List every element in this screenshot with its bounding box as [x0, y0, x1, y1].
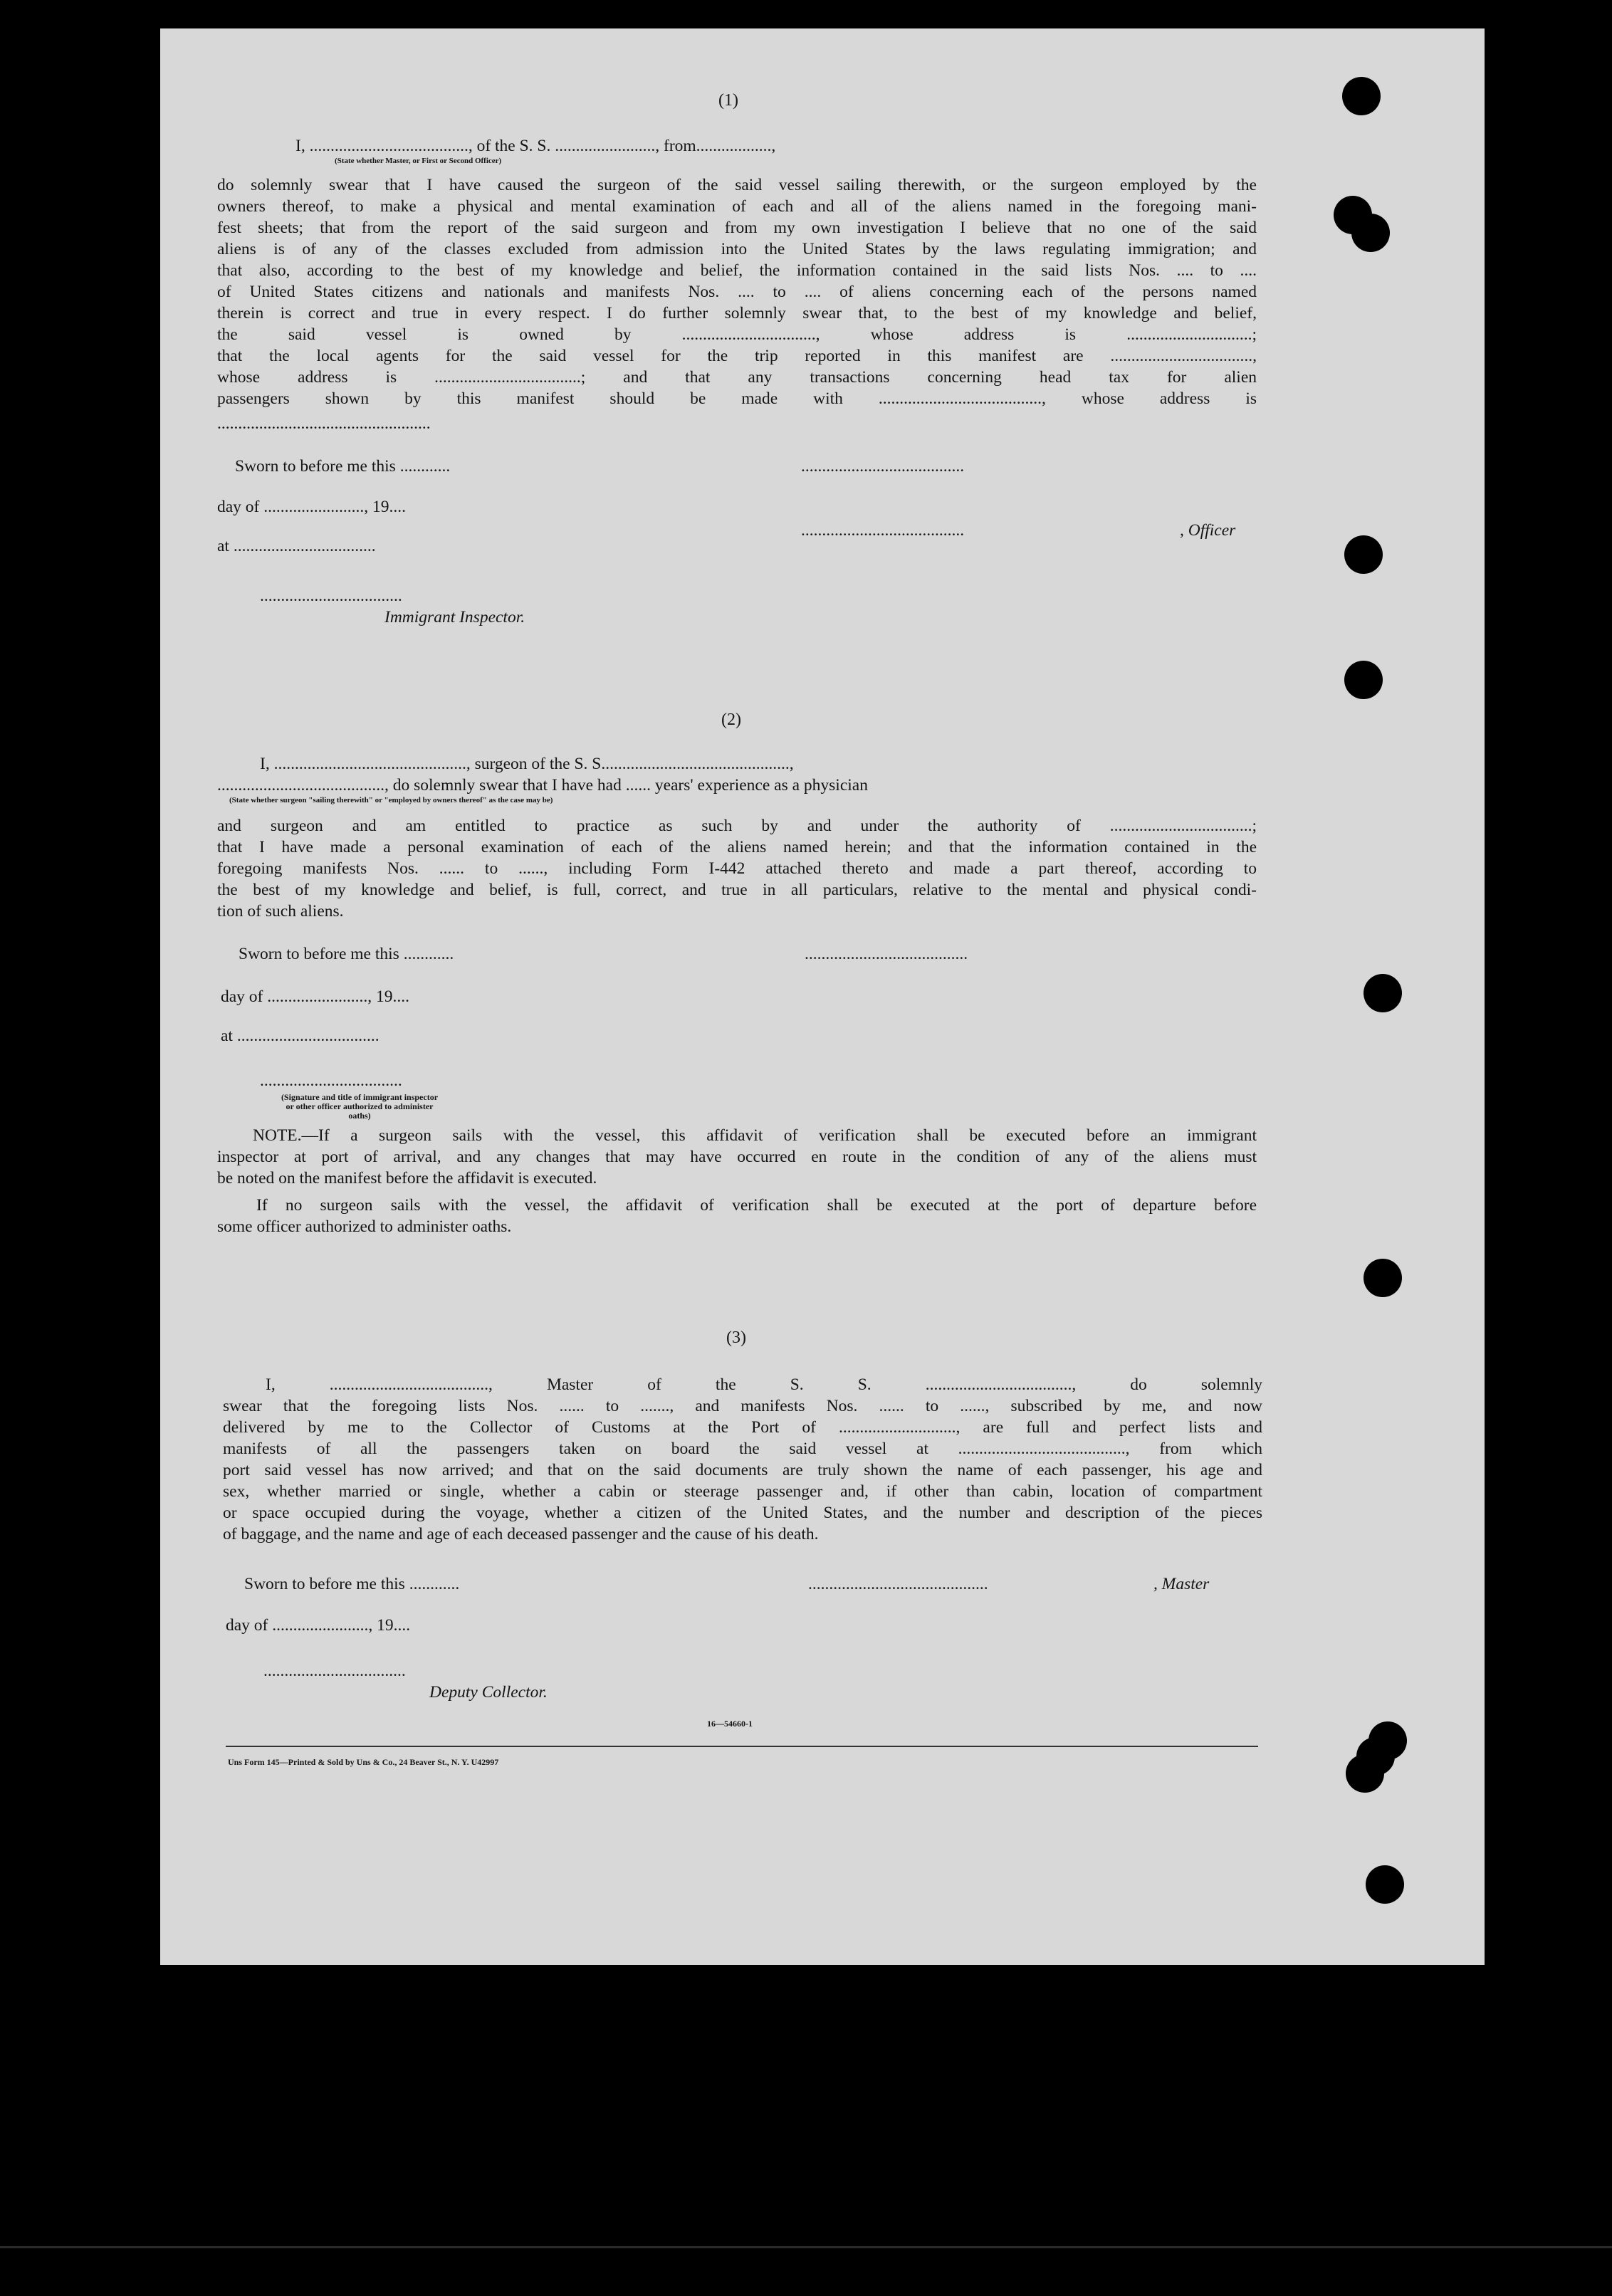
- printer-line: Uns Form 145—Printed & Sold by Uns & Co., 24 Beaver St., N. Y. U42997: [228, 1757, 499, 1767]
- footer-rule: [226, 1746, 1258, 1747]
- section-2-note-paragraph: [217, 1125, 1257, 1189]
- paragraph-line: delivered by me to the Collector of Customs at the Port of ............................, are full and perfect lists and: [223, 1418, 1262, 1437]
- paragraph-line: of baggage, and the name and age of each deceased passenger and the cause of his death.: [223, 1525, 819, 1543]
- section-1-day-of: day of ........................, 19....: [217, 498, 407, 516]
- paragraph-line: the said vessel is owned by ................................, whose address is ..............................;: [217, 325, 1257, 344]
- section-1-right-dots: .......................................: [801, 457, 965, 476]
- paragraph-line: port said vessel has now arrived; and that on the said documents are truly shown the name of each passenger, his age and: [223, 1461, 1262, 1479]
- section-2-day-of: day of ........................, 19....: [221, 987, 410, 1006]
- paragraph-line: passengers shown by this manifest should be made with ......................................., whose address is: [217, 389, 1257, 408]
- paragraph-line: or space occupied during the voyage, whether a citizen of the United States, and the number and description of the pieces: [223, 1504, 1262, 1522]
- paragraph-line: do solemnly swear that I have caused the surgeon of the said vessel sailing therewith, or the surgeon employed by the: [217, 176, 1257, 194]
- section-3-number: (3): [726, 1328, 746, 1347]
- section-1-officer-title: , Officer: [1180, 521, 1236, 540]
- section-3-master-title: , Master: [1153, 1575, 1210, 1593]
- paragraph-line: be noted on the manifest before the affidavit is executed.: [217, 1169, 597, 1188]
- paragraph-line: owners thereof, to make a physical and mental examination of each and all of the aliens named in the foregoing mani-: [217, 197, 1257, 216]
- binder-hole: [1342, 77, 1381, 115]
- binder-hole: [1351, 214, 1390, 252]
- section-2-surgeon-note: (State whether surgeon "sailing therewith" or "employed by owners thereof" as the case may be): [229, 796, 553, 804]
- section-1-paragraph: [217, 174, 1257, 409]
- section-3-paragraph: [223, 1374, 1262, 1545]
- section-2-number: (2): [721, 711, 741, 729]
- section-1-inspector-title: Immigrant Inspector.: [384, 608, 525, 627]
- section-1-at: at ..................................: [217, 537, 376, 555]
- paragraph-line: foregoing manifests Nos. ...... to ......, including Form I-442 attached thereto and made a part thereof, according to: [217, 859, 1257, 878]
- section-2-paragraph: [217, 815, 1257, 922]
- section-2-line-1: I, .............................................., surgeon of the S. S.............................................,: [260, 755, 794, 773]
- paragraph-line: swear that the foregoing lists Nos. ...... to ......., and manifests Nos. ...... to ......, subscribed by me, and now: [223, 1397, 1262, 1415]
- paragraph-line: of United States citizens and nationals and manifests Nos. .... to .... of aliens concerning each of the persons named: [217, 283, 1257, 301]
- binder-hole: [1368, 1721, 1407, 1760]
- paragraph-line: I, ......................................, Master of the S. S. ..................................., do solemnly: [266, 1375, 1262, 1394]
- section-1-signature-line: ..................................: [260, 587, 402, 605]
- paragraph-line: that also, according to the best of my knowledge and belief, the information contained in the said lists Nos. .... to ....: [217, 261, 1257, 280]
- paragraph-line: NOTE.—If a surgeon sails with the vessel, this affidavit of verification shall be executed before an immigrant: [253, 1126, 1257, 1145]
- manifest-sheet: [160, 28, 1485, 1965]
- paragraph-line: whose address is ...................................; and that any transactions concerning head tax for alien: [217, 368, 1257, 387]
- binder-hole: [1364, 974, 1402, 1012]
- binder-hole: [1364, 1259, 1402, 1297]
- paragraph-line: sex, whether married or single, whether a cabin or steerage passenger and, if other than cabin, location of compartment: [223, 1482, 1262, 1501]
- section-2-right-dots: .......................................: [805, 945, 968, 963]
- section-2-signature-line: ..................................: [260, 1071, 402, 1090]
- section-3-sworn: Sworn to before me this ............: [244, 1575, 460, 1593]
- paragraph-line: aliens is of any of the classes excluded from admission into the United States by the laws regulating immigration; and: [217, 240, 1257, 258]
- paragraph-line: the best of my knowledge and belief, is full, correct, and true in all particulars, relative to the mental and physical condi-: [217, 881, 1257, 899]
- paragraph-line: tion of such aliens.: [217, 902, 344, 921]
- section-3-signature-line: ..................................: [263, 1662, 406, 1680]
- section-2-line-2: ........................................, do solemnly swear that I have had ...... years' experience as a physician: [217, 776, 868, 795]
- section-2-signature-note: (Signature and title of immigrant inspector or other officer authorized to administer oaths): [281, 1092, 439, 1121]
- section-1-officer-note: (State whether Master, or First or Second Officer): [335, 157, 502, 165]
- scanner-edge-line: [0, 2246, 1612, 2248]
- section-1-trailing-dots: ...................................................: [217, 414, 431, 433]
- paragraph-line: therein is correct and true in every respect. I do further solemnly swear that, to the best of my knowledge and belief,: [217, 304, 1257, 323]
- binder-hole: [1344, 535, 1383, 574]
- binder-hole: [1366, 1865, 1404, 1904]
- section-3-deputy-title: Deputy Collector.: [429, 1683, 548, 1702]
- paragraph-line: and surgeon and am entitled to practice as such by and under the authority of ..................................;: [217, 817, 1257, 835]
- paragraph-line: If no surgeon sails with the vessel, the affidavit of verification shall be executed at the port of departure before: [256, 1196, 1257, 1215]
- paragraph-line: some officer authorized to administer oaths.: [217, 1217, 512, 1236]
- section-1-oath-line: I, ......................................, of the S. S. ........................, from..................,: [295, 137, 776, 155]
- form-code: 16—54660-1: [707, 1719, 753, 1729]
- section-3-day-of: day of ......................., 19....: [226, 1616, 411, 1635]
- section-1-sworn: Sworn to before me this ............: [235, 457, 451, 476]
- section-1-number: (1): [718, 91, 738, 110]
- section-2-at: at ..................................: [221, 1027, 380, 1045]
- binder-hole: [1344, 661, 1383, 699]
- binder-hole: [1346, 1754, 1384, 1793]
- section-2-sworn: Sworn to before me this ............: [239, 945, 454, 963]
- section-3-master-dots: ...........................................: [808, 1575, 988, 1593]
- paragraph-line: that the local agents for the said vessel for the trip reported in this manifest are ..................................,: [217, 347, 1257, 365]
- paragraph-line: that I have made a personal examination of each of the aliens named herein; and that the information contained in the: [217, 838, 1257, 856]
- section-2-note-paragraph-2: [217, 1195, 1257, 1237]
- paragraph-line: fest sheets; that from the report of the said surgeon and from my own investigation I believe that no one of the said: [217, 219, 1257, 237]
- paragraph-line: manifests of all the passengers taken on board the said vessel at ........................................, from which: [223, 1440, 1262, 1458]
- paragraph-line: inspector at port of arrival, and any changes that may have occurred en route in the condition of any of the aliens must: [217, 1148, 1257, 1166]
- section-1-officer-dots: .......................................: [801, 521, 965, 540]
